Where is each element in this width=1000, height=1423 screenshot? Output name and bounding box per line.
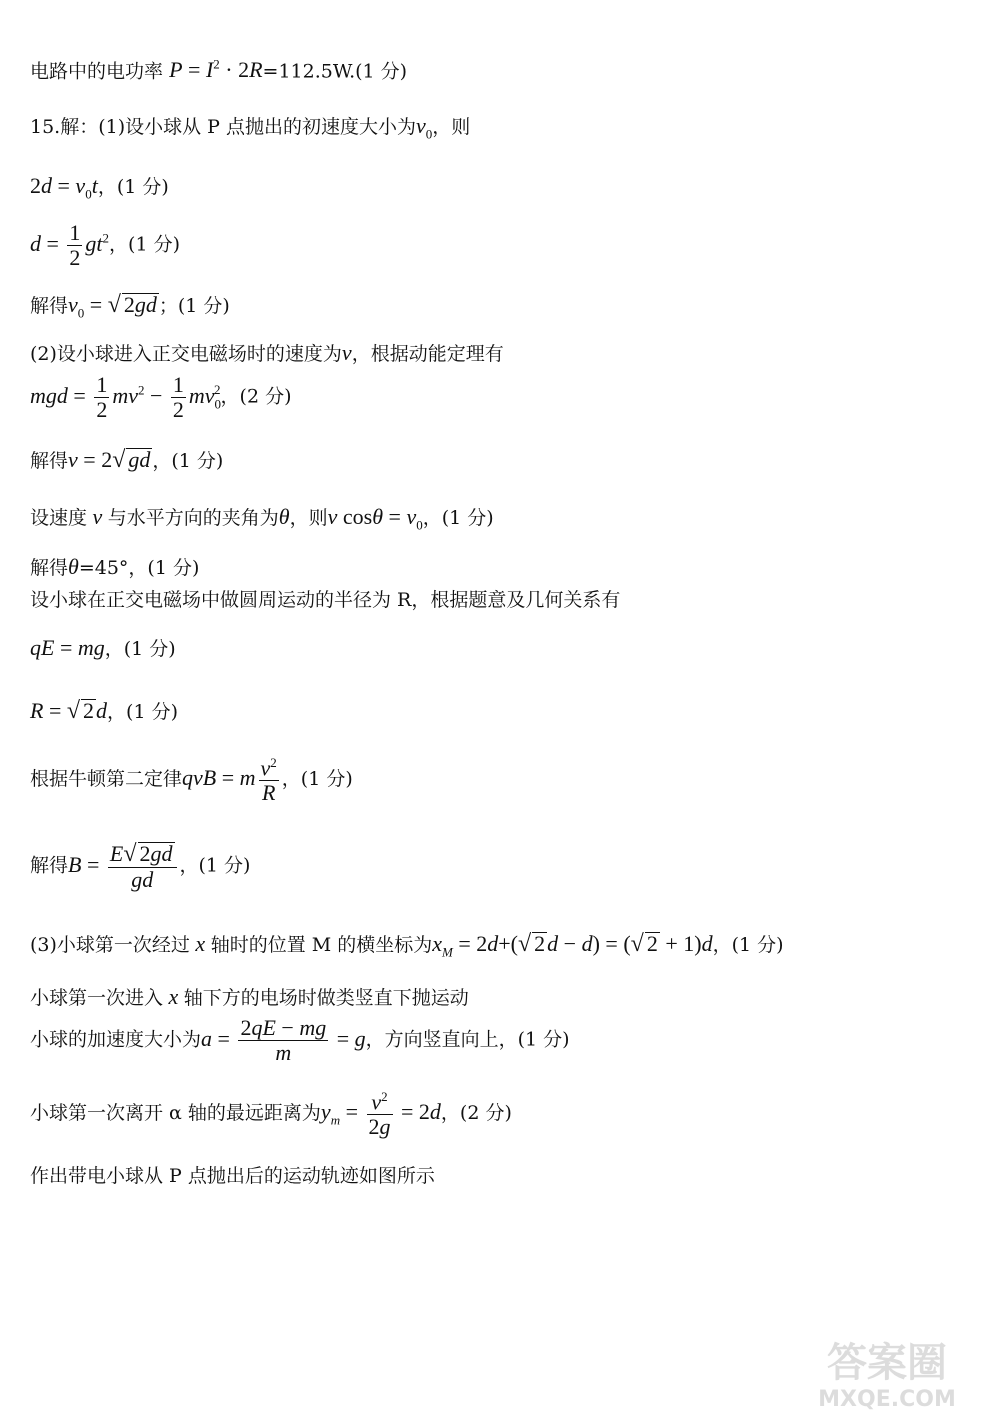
score-note: ，(2 分) [220,385,292,408]
line-circle-intro [30,591,620,610]
text-accel-prefix: 小球的加速度大小为 [30,1028,202,1051]
text-theta-value: =45°，(1 分) [78,557,200,579]
line-angle-def [30,506,494,531]
line-solve-theta [30,556,199,578]
formula-v: v = 2√ gd [68,447,151,473]
line-solve-v0 [30,293,230,319]
line-power [30,58,407,81]
text-q15-intro: 15.解：(1)设小球从 P 点抛出的初速度大小为 [30,116,416,138]
line-radius [30,699,178,723]
line-below-axis [30,986,469,1008]
formula-newton: qvB = m $\frac{v^2}{R}$ [182,755,277,806]
text-part3-prefix: (3)小球第一次经过 [30,934,190,956]
formula-qe-mg: qE = mg [30,635,105,660]
text-circle-intro: 设小球在正交电磁场中做圆周运动的半径为 R，根据题意及几何关系有 [30,589,621,611]
formula-cos: v $\cos\theta = v_0$ [327,504,423,533]
score-note: ，(1 分) [179,854,251,877]
score-note: ，(1 分) [152,450,224,472]
line-q15-part1 [30,115,470,140]
formula-xm: $x_M = 2d+(√$ 2d − d) = (√ 2 + 1)d [432,931,713,960]
score-note: ，(1 分) [104,638,176,660]
text-newton-prefix: 根据牛顿第二定律 [30,768,183,791]
line-eq-vertical [30,222,180,269]
text-angle-mid2: ，则 [289,507,328,529]
score-note: ，(1 分) [281,768,353,791]
text-part2-intro: (2)设小球进入正交电磁场时的速度为 [30,343,342,365]
text-power-prefix: 电路中的电功率 [30,60,164,83]
score-note: ；(1 分) [158,295,230,317]
symbol-v: v [341,340,352,365]
text-solve-prefix: 解得 [30,450,69,472]
text-part3-mid: 轴时的位置 M 的横坐标为 [210,934,433,956]
line-max-distance [30,1090,512,1138]
symbol-x: x [189,931,211,956]
formula-accel: a = $\frac{2qE - mg}{m}$ = g [201,1015,366,1065]
watermark-logo [802,1328,972,1413]
line-part2-intro [30,342,504,364]
line-acceleration [30,1017,570,1064]
text-part2-tail: ，根据动能定理有 [351,343,504,365]
watermark-top: 答案圈 [827,1340,947,1386]
symbol-theta: θ [278,504,290,529]
line-qe-mg [30,637,176,659]
text-distance-prefix: 小球第一次离开 α 轴的最远距离为 [30,1102,321,1125]
formula-radius: R = √ 2d [30,698,108,724]
text-angle-prefix: 设速度 [30,507,88,529]
text-q15-tail: ，则 [432,116,471,138]
text-solve-prefix: 解得 [30,854,69,877]
formula-ym: $y_m$ = $\frac{v^2}{2g}$ = 2d [320,1089,441,1140]
text-solve-prefix: 解得 [30,295,69,317]
text-solve-prefix: 解得 [30,557,69,579]
line-solve-v [30,448,223,472]
line-trajectory [30,1167,435,1186]
score-note: ，(1 分) [107,701,179,723]
score-note: ，(2 分) [440,1102,512,1125]
score-note: ，方向竖直向上，(1 分) [365,1028,570,1051]
line-eq-horizontal [30,175,169,200]
symbol-v: v [87,504,108,529]
formula-b: B = $\frac{E√ 2gd}{gd}$ [68,852,180,877]
symbol-x: x [163,984,184,1009]
formula-vertical: d = $\frac{1}{2}$ $gt^2$ [30,220,110,270]
formula-v0: $v_0$ = √ 2gd [68,292,157,321]
line-solve-b [30,842,250,891]
formula-horizontal: $2d = v_0t$ [30,173,98,202]
formula-power: $P = I^2 \cdot 2R$ [169,57,263,83]
symbol-v0: $v_0$ [416,113,433,142]
text-power-result: =112.5W.(1 分) [262,60,408,83]
text-below-prefix: 小球第一次进入 [30,987,164,1009]
line-part3-xm [30,932,784,958]
score-note: ，(1 分) [712,934,784,956]
formula-energy: mgd = $\frac{1}{2}$ $mv^2$ − $\frac{1}{2}$ $mv_0^2$ [30,372,222,422]
symbol-theta: θ [68,554,79,579]
watermark-bottom: MXQE.COM [818,1387,956,1412]
score-note: ，(1 分) [97,176,169,198]
line-energy-theorem [30,374,292,421]
text-angle-mid1: 与水平方向的夹角为 [107,507,279,529]
score-note: ，(1 分) [109,233,181,256]
text-below-tail: 轴下方的电场时做类竖直下抛运动 [183,987,469,1009]
score-note: ，(1 分) [422,507,494,529]
line-newton [30,756,353,804]
text-trajectory: 作出带电小球从 P 点抛出后的运动轨迹如图所示 [30,1165,435,1187]
